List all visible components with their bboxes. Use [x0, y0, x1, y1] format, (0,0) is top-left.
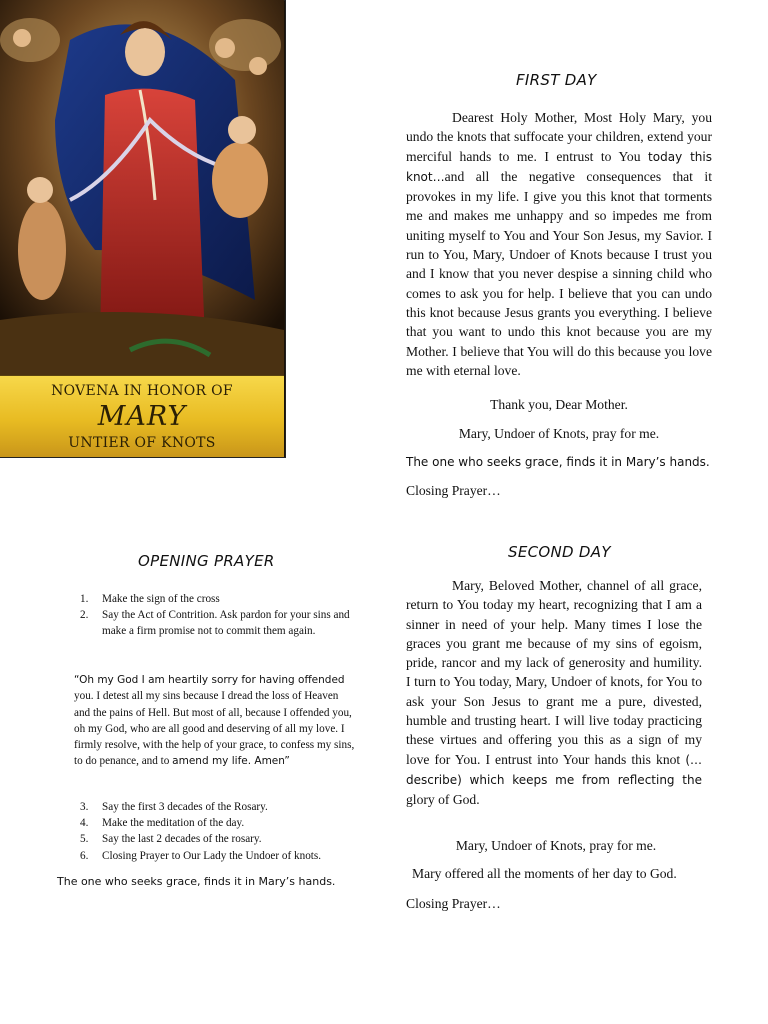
first-day-thanks: Thank you, Dear Mother. [490, 397, 628, 412]
step-number: 2. [80, 609, 89, 622]
opening-prayer-heading: OPENING PRAYER [138, 552, 275, 570]
first-day-seeks-grace: The one who seeks grace, finds it in Mary’s hands. [406, 455, 710, 469]
cover-subtitle: NOVENA IN HONOR OF [51, 383, 233, 399]
mary-undoer-of-knots-painting [0, 0, 284, 375]
step-item [74, 799, 360, 815]
step-item [74, 815, 360, 831]
second-day-offering: Mary offered all the moments of her day to God. [412, 866, 677, 881]
prayer-first-line: “Oh my God I am heartily sorry for having offended [74, 674, 345, 686]
step-number: 1. [80, 593, 89, 605]
second-day-describe: (…describe) which keeps me from reflecting the [406, 752, 702, 787]
first-day-closing: Closing Prayer… [406, 483, 501, 498]
cover-tagline: UNTIER OF KNOTS [68, 435, 216, 451]
first-day-text-a: Dearest Holy Mother, Most Holy Mary, you undo the knots that suffocate your children, extend your merciful hands to me. I entrust to You [406, 110, 712, 164]
step-text: Make the sign of the cross [102, 593, 220, 605]
prayer-body: you. I detest all my sins because I dread the loss of Heaven and the pains of Hell. But most of all, because I offended you, oh my God, who are all good and deserving of all my love. I firmly resolve, with the help of your grace, to confess my sins, to do penance, and to [74, 690, 355, 768]
prayer-last-line: amend my life. Amen” [172, 755, 290, 768]
cover-title: MARY [97, 401, 187, 432]
opening-closing-line: The one who seeks grace, finds it in Mary’s hands. [57, 875, 336, 888]
act-of-contrition [74, 672, 356, 770]
opening-steps-list-b [74, 799, 360, 864]
step-number: 3. [80, 801, 89, 813]
first-day-text-c: and all the negative consequences that it provokes in my life. I give you this knot that torments me and makes me unhappy and so impedes me from uniting myself to You and Your Son Jesus, my Savior. I run to You, Mary, Undoer of Knots because I trust you and I know that you never despise a sinning child who comes to ask you for help. I believe that you can undo this knot because Jesus grants you everything. I believe that you want to undo this knot because you are my Mother. I believe that You will do this because you love me with eternal love. [406, 168, 712, 378]
second-day-prayer [406, 576, 702, 810]
step-item [74, 831, 360, 847]
step-text: Say the last 2 decades of the rosary. [102, 833, 262, 846]
first-day-prayer [406, 108, 712, 380]
second-day-text-c: glory of God. [406, 792, 480, 808]
step-text: Make the meditation of the day. [102, 817, 245, 830]
second-day-heading: SECOND DAY [508, 543, 611, 561]
second-day-petition: Mary, Undoer of Knots, pray for me. [455, 838, 657, 853]
first-day-petition: Mary, Undoer of Knots, pray for me. [458, 426, 660, 441]
step-text: Closing Prayer to Our Lady the Undoer of knots. [102, 849, 322, 862]
step-text: Say the Act of Contrition. Ask pardon for your sins and make a firm promise not to commit them again. [102, 609, 350, 638]
step-number: 6. [80, 849, 89, 862]
second-day-text-a: Mary, Beloved Mother, channel of all grace, return to You today my heart, recognizing that I am a sinner in need of your help. Many times I lose the graces you grant me because of my sins of egoism, pride, rancor and my lack of generosity and humility. I turn to You today, Mary, Undoer of knots, for You to ask your Son Jesus to grant me a pure, divested, humble and trusting heart. I will live today practicing these virtues and offering you this as a sign of my love for You. I entrust into Your hands this knot [406, 578, 702, 767]
step-item [74, 591, 360, 607]
second-day-closing: Closing Prayer… [406, 896, 501, 911]
step-text: Say the first 3 decades of the Rosary. [102, 801, 268, 813]
novena-cover-card [0, 0, 286, 458]
step-item [74, 848, 360, 864]
cover-title-banner [0, 375, 284, 457]
opening-steps-list-a [74, 591, 360, 640]
first-day-heading: FIRST DAY [516, 71, 597, 89]
first-day-knot: today this knot… [406, 149, 712, 184]
step-number: 4. [80, 817, 89, 830]
step-item [74, 607, 360, 639]
step-number: 5. [80, 833, 89, 846]
